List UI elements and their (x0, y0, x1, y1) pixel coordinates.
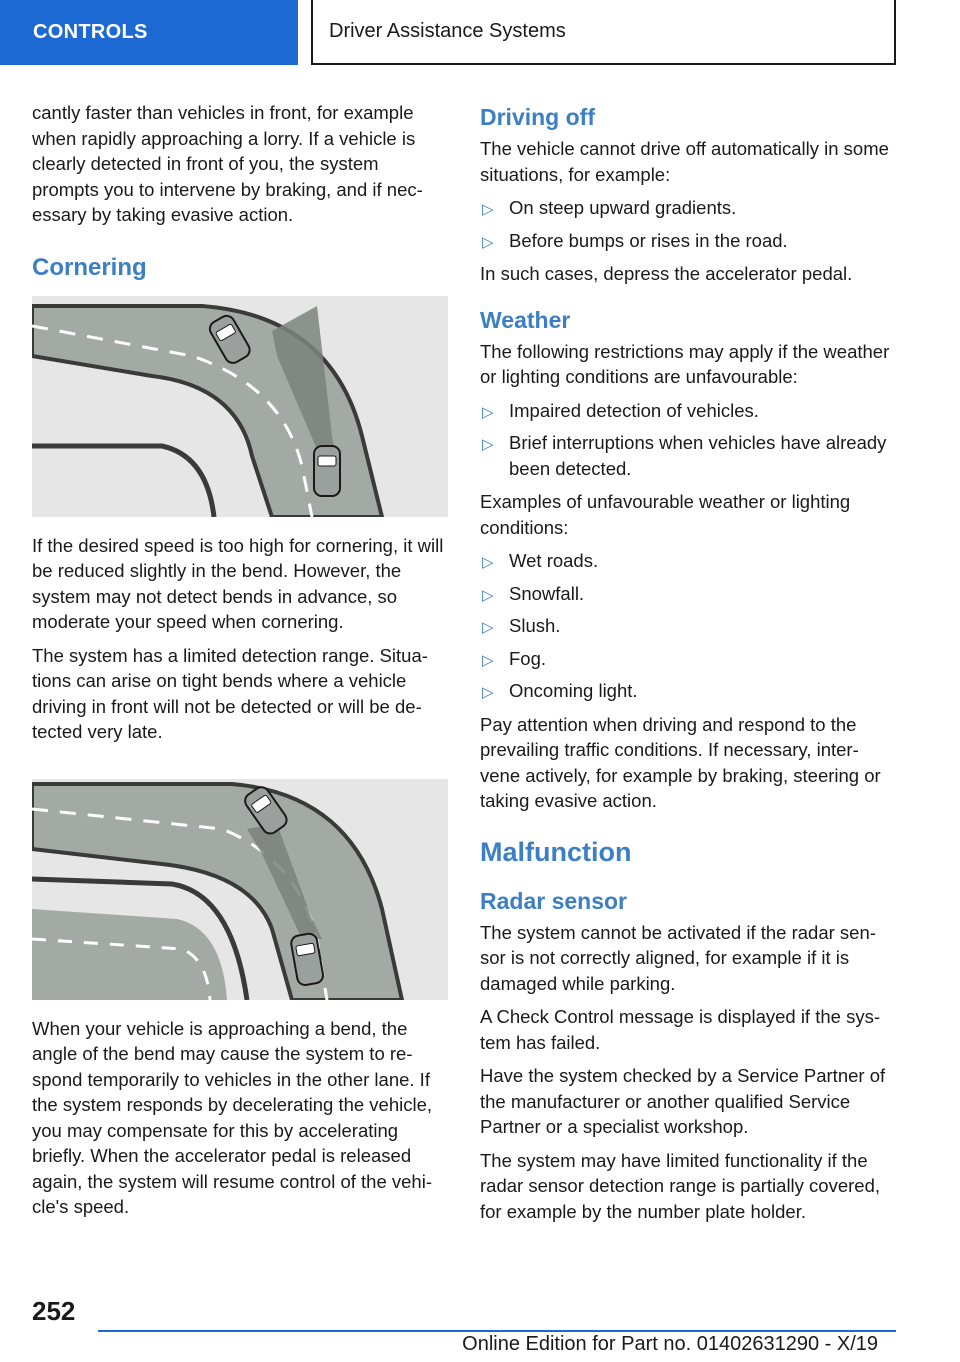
triangle-bullet-icon: ▷ (482, 554, 494, 571)
radar-sensor-heading: Radar sensor (480, 887, 628, 914)
left-column (32, 100, 450, 1228)
list-item: ▷ Slush. (480, 613, 900, 639)
triangle-bullet-icon: ▷ (482, 684, 494, 701)
triangle-bullet-icon: ▷ (482, 403, 494, 421)
triangle-bullet-icon: ▷ (482, 201, 494, 218)
cornering-paragraph-2: The system has a limited detection range. Situa‐ tions can arise on tight bends where a vehicle driving in front will not be detected or will be de‐ tected very late. (32, 644, 428, 742)
cornering-paragraph-1: If the desired speed is too high for cornering, it will be reduced slightly in the bend. However, the system may not detect bends in advance, so moderate your speed when cornering. (32, 534, 444, 632)
section-tab (0, 0, 298, 65)
driving-off-intro: The vehicle cannot drive off automatically in some situations, for example: (480, 138, 889, 185)
section-title: CONTROLS (33, 21, 148, 43)
radar-paragraph-3: Have the system checked by a Service Partner of the manufacturer or another qualified Service Partner or a specialist workshop. (480, 1065, 886, 1137)
cornering-paragraph-3: When your vehicle is approaching a bend, the angle of the bend may cause the system to re‐ spond temporarily to vehicles in the other lane. If the system responds by decelerating the vehicle, you may compensate for this by accelerating briefly. When the accelerator pedal is released again, the system will resume control of the vehi‐ cle's speed. (32, 1017, 433, 1217)
radar-paragraph-1: The system cannot be activated if the radar sen‐ sor is not correctly aligned, for example if it is damaged while parking. (480, 921, 876, 994)
driving-off-outro: In such cases, depress the accelerator pedal. (480, 263, 853, 284)
weather-intro: The following restrictions may apply if the weather or lighting conditions are unfavourable: (480, 340, 890, 387)
list-item: ▷ Snowfall. (480, 581, 900, 607)
list-item: ▷ Brief interruptions when vehicles have already been detected. (482, 432, 887, 479)
list-item: ▷ Oncoming light. (480, 678, 900, 704)
cornering-illustration-1 (32, 296, 448, 517)
footer-rule (98, 1330, 896, 1332)
weather-heading: Weather (480, 306, 571, 333)
list-item: ▷ Wet roads. (480, 548, 900, 574)
triangle-bullet-icon: ▷ (482, 586, 494, 604)
malfunction-heading: Malfunction (480, 836, 632, 867)
triangle-bullet-icon: ▷ (482, 436, 494, 453)
list-item: ▷ On steep upward gradients. (480, 195, 900, 221)
driving-off-list (480, 195, 900, 253)
chapter-title: Driver Assistance Systems (329, 20, 566, 42)
triangle-bullet-icon: ▷ (482, 619, 494, 636)
weather-outro: Pay attention when driving and respond to the prevailing traffic conditions. If necessary, inter‐ vene actively, for example by braking, steering or taking evasive action. (480, 713, 881, 811)
chapter-tab (311, 0, 896, 65)
intro-paragraph: cantly faster than vehicles in front, for example when rapidly approaching a lorry. If a vehicle is clearly detected in front of you, the system prompts you to intervene by braking, and if nec‐ essary by taking evasive action. (32, 102, 423, 225)
weather-examples-intro: Examples of unfavourable weather or lighting conditions: (480, 491, 851, 538)
triangle-bullet-icon: ▷ (482, 233, 494, 251)
list-item: ▷ Before bumps or rises in the road. (480, 228, 900, 254)
right-column (480, 102, 900, 1232)
radar-paragraph-2: A Check Control message is displayed if the sys‐ tem has failed. (480, 1006, 880, 1053)
cornering-heading: Cornering (32, 253, 147, 281)
cornering-illustration-2 (32, 779, 448, 1000)
weather-list (480, 398, 900, 482)
radar-paragraph-4: The system may have limited functionality if the radar sensor detection range is partially covered, for example by the number plate holder. (480, 1149, 881, 1222)
page-number: 252 (32, 1296, 76, 1326)
edition-note: Online Edition for Part no. 01402631290 - X/19 (462, 1333, 878, 1355)
weather-examples-list (480, 548, 900, 704)
driving-off-heading: Driving off (480, 104, 595, 130)
list-item: ▷ Fog. (480, 646, 900, 672)
list-item: ▷ Impaired detection of vehicles. (480, 398, 900, 424)
triangle-bullet-icon: ▷ (482, 651, 494, 669)
